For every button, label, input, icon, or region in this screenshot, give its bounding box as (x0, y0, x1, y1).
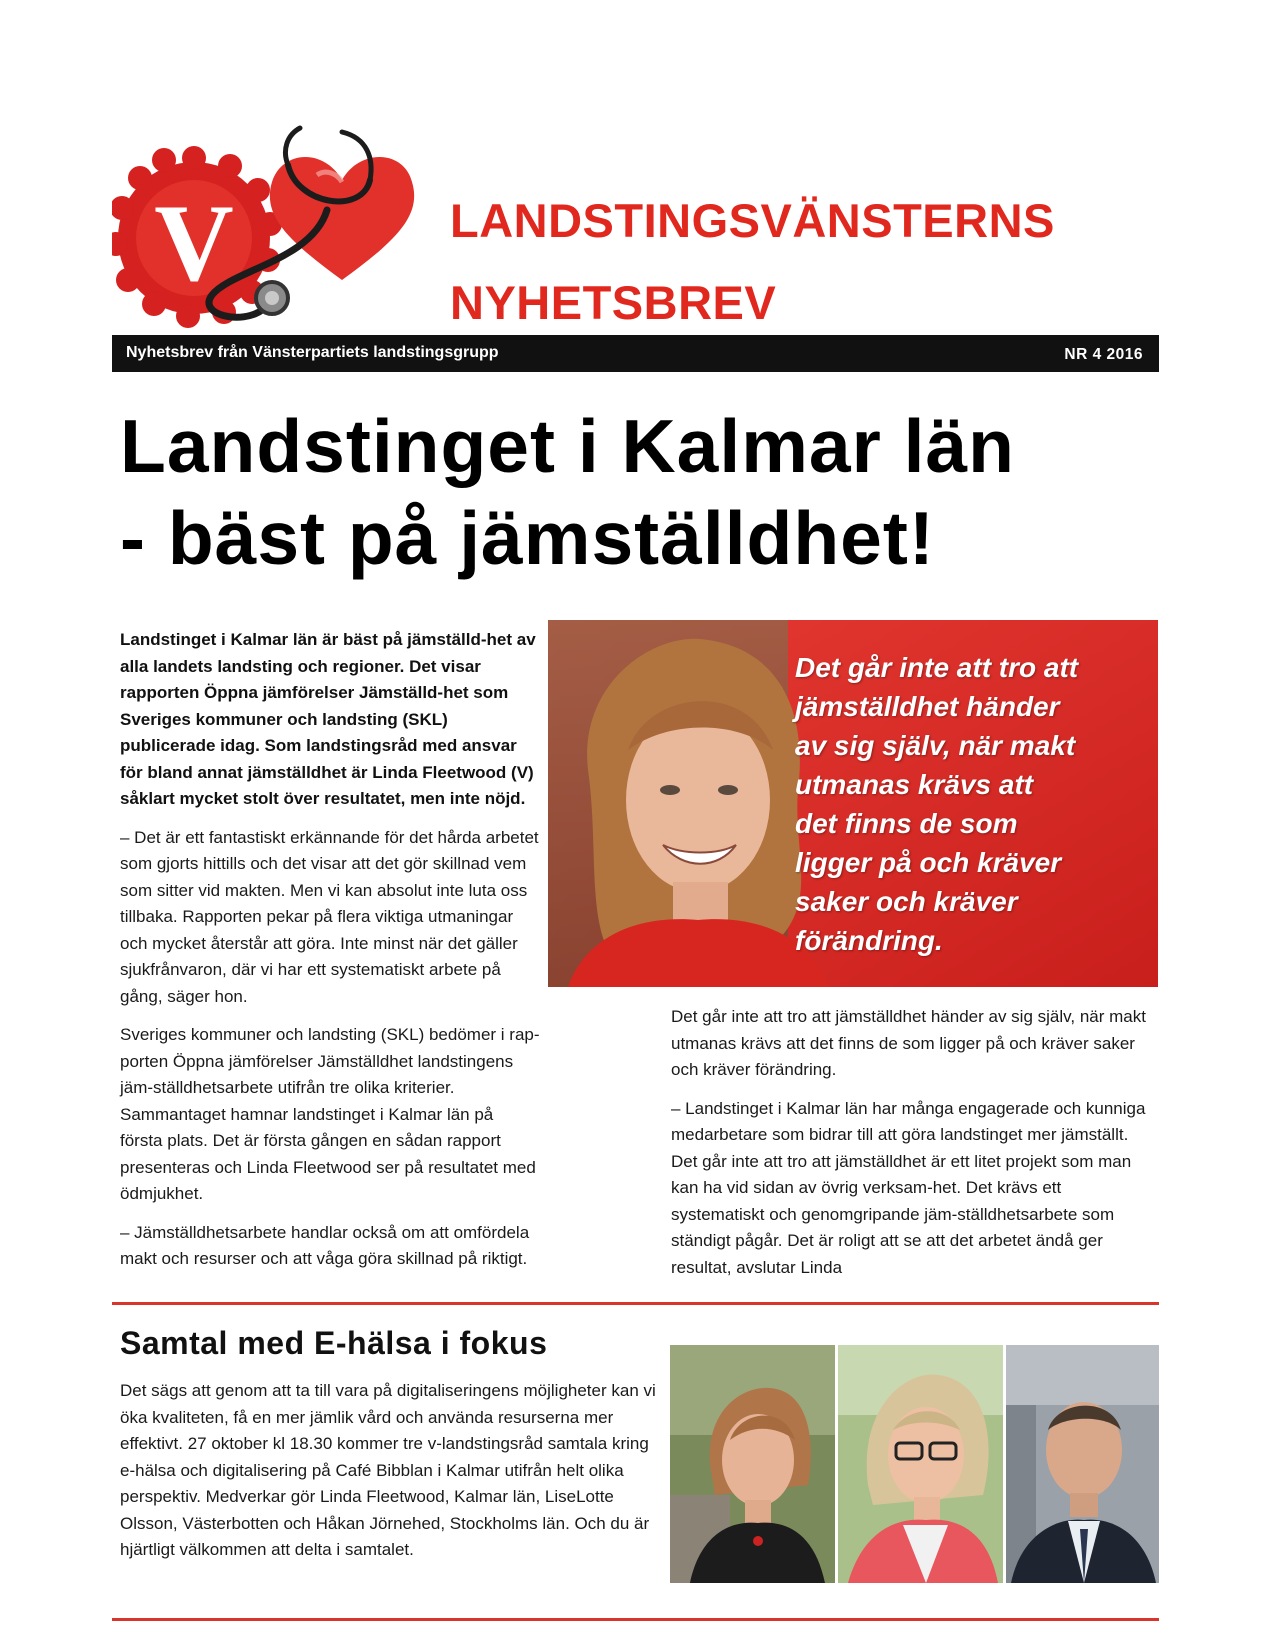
quote-line: utmanas krävs att (795, 769, 1034, 800)
headline-line1: Landstinget i Kalmar län (120, 404, 1015, 488)
article-paragraph: Sveriges kommuner och landsting (SKL) bedömer i rap-porten Öppna jämförelser Jämställdhet landstingens jäm-ställdhetsarbete utifrån tre olika kriterier. Sammantaget hamnar landstinget i Kalmar län på första plats. Det är första gången en sådan rapport presenteras och Linda Fleetwood ser på resultatet med ödmjukhet. (120, 1025, 540, 1203)
section-paragraph: Det sägs att genom att ta till vara på digitaliseringens möjligheter kan vi öka kvaliteten, få en mer jämlik vård och använda resurserna mer effektivt. 27 oktober kl 18.30 kommer tre v-landstingsråd samtala kring e-hälsa och digitalisering på Café Bibblan i Kalmar utifrån helt olika perspektiv. Medverkar gör Linda Fleetwood, Kalmar län, LiseLotte Olsson, Västerbotten och Håkan Jörnehed, Stockholms län. Och du är hjärtligt välkommen att delta i samtalet. (120, 1381, 656, 1559)
pull-quote (795, 648, 1155, 960)
headline-line2: - bäst på jämställdhet! (120, 496, 935, 580)
portrait-photo (670, 1345, 835, 1583)
quote-line: Det går inte att tro att (795, 652, 1079, 683)
article-lead: Landstinget i Kalmar län är bäst på jämställd-het av alla landets landsting och regioner. Det visar rapporten Öppna jämförelser Jämställd-het som Sveriges kommuner och landsting (SKL) publicerade idag. Som landstingsråd med ansvar för bland annat jämställdhet är Linda Fleetwood (V) såklart mycket stolt över resultatet, men inte nöjd. (120, 630, 536, 808)
masthead-bar (112, 335, 1159, 372)
quote-line: det finns de som (795, 808, 1018, 839)
quote-line: förändring. (795, 925, 943, 956)
masthead-subtitle: Nyhetsbrev från Vänsterpartiets landstingsgrupp (126, 344, 499, 361)
section-body (120, 1378, 665, 1576)
masthead-title-line1: LANDSTINGSVÄNSTERNS (450, 194, 1055, 247)
article-paragraph: – Jämställdhetsarbete handlar också om att omfördela makt och resurser och att våga göra skillnad på riktigt. (120, 1222, 530, 1268)
masthead-title-line2: NYHETSBREV (450, 276, 777, 329)
section-divider (112, 1302, 1159, 1305)
article-paragraph: – Landstinget i Kalmar län har många engagerade och kunniga medarbetare som bidrar till att göra landstinget mer jämställt. Det går inte att tro att jämställdhet är ett litet projekt som man kan ha vid sidan av övrig verksam-het. Det krävs ett systematiskt och genomgripande jäm-ställdhetsarbete som ständigt pågår. Det är roligt att se att det arbetet ändå ger resultat, avslutar Linda (671, 1098, 1146, 1277)
quote-line: jämställdhet händer (795, 691, 1060, 722)
quote-line: av sig själv, när makt (795, 730, 1076, 761)
party-logo (112, 120, 432, 330)
logo-letter: V (154, 182, 234, 304)
portrait-photo (1006, 1345, 1159, 1583)
article-paragraph: – Det är ett fantastiskt erkännande för det hårda arbetet som gjorts hittills och det visar att det gör skillnad vem som sitter vid makten. Men vi kan absolut inte luta oss tillbaka. Rapporten pekar på flera viktiga utmaningar och mycket återstår att göra. Inte minst när det gäller sjukfrånvaron, där vi har ett systematiskt arbete på gång, säger hon. (120, 827, 539, 1006)
section-divider (112, 1618, 1159, 1621)
portrait-photo (838, 1345, 1003, 1583)
quote-line: saker och kräver (795, 886, 1018, 917)
issue-number: NR 4 2016 (1064, 346, 1143, 363)
main-headline (120, 400, 1170, 584)
section-heading: Samtal med E-hälsa i fokus (120, 1325, 548, 1361)
article-column-right (671, 1004, 1151, 1293)
quote-line: ligger på och kräver (795, 847, 1062, 878)
article-column-left (120, 627, 540, 1285)
article-paragraph: Det går inte att tro att jämställdhet händer av sig själv, när makt utmanas krävs att det finns de som ligger på och kräver saker och kräver förändring. (671, 1007, 1146, 1079)
